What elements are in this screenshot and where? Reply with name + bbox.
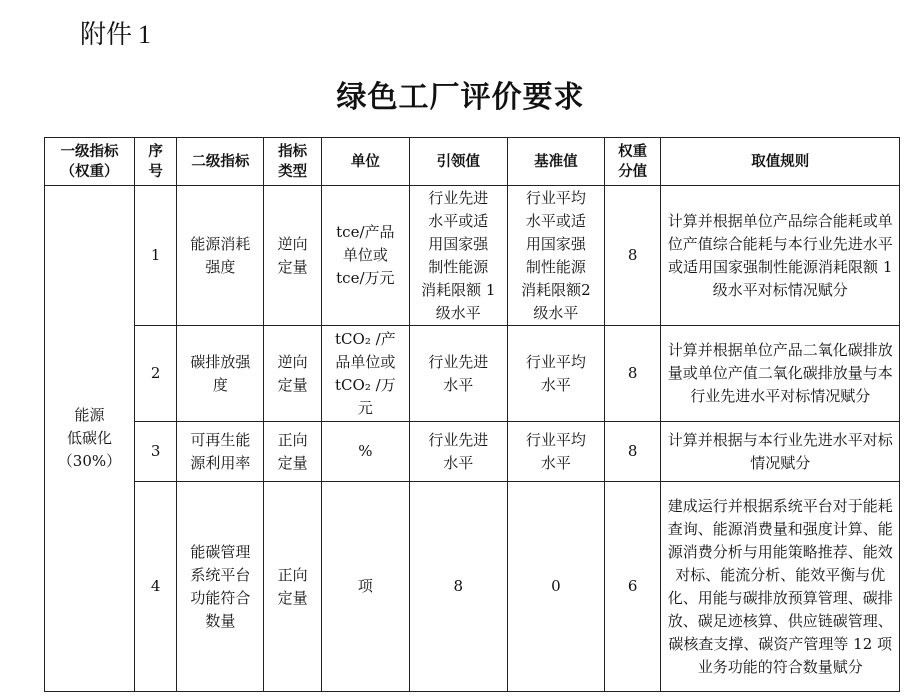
- row-rule: 计算并根据单位产品二氧化碳排放量或单位产值二氧化碳排放量与本行业先进水平对标情况赋分: [661, 326, 900, 422]
- row-unit: 项: [321, 482, 409, 692]
- table-row: [45, 186, 900, 326]
- row-rule: 计算并根据与本行业先进水平对标情况赋分: [661, 422, 900, 482]
- row-unit: %: [321, 422, 409, 482]
- row-type: 逆向 定量: [264, 326, 322, 422]
- row-weight: 8: [604, 422, 661, 482]
- row-type: 正向 定量: [264, 482, 322, 692]
- row-index: 2: [134, 326, 176, 422]
- row-weight: 6: [604, 482, 661, 692]
- row-rule: 建成运行并根据系统平台对于能耗查询、能源消费量和强度计算、能源消费分析与用能策略推荐、能效对标、能流分析、能效平衡与优化、用能与碳排放预算管理、碳排放、碳足迹核算、供应链碳管理、碳核查支撑、碳资产管理等 12 项业务功能的符合数量赋分: [661, 482, 900, 692]
- row-base-value: 行业平均 水平或适 用国家强 制性能源 消耗限额2 级水平: [507, 186, 604, 326]
- table-header-row: [45, 138, 900, 186]
- row-unit: tCO₂ /产 品单位或 tCO₂ /万 元: [321, 326, 409, 422]
- evaluation-table: [44, 137, 900, 692]
- col-header-weight: 权重 分值: [604, 138, 661, 186]
- col-header-secondary: 二级指标: [177, 138, 264, 186]
- category-cell: 能源 低碳化 （30%）: [45, 186, 135, 692]
- row-type: 正向 定量: [264, 422, 322, 482]
- row-index: 4: [134, 482, 176, 692]
- row-unit: tce/产品 单位或 tce/万元: [321, 186, 409, 326]
- table-row: [45, 326, 900, 422]
- col-header-type: 指标 类型: [264, 138, 322, 186]
- table-row: [45, 422, 900, 482]
- row-weight: 8: [604, 326, 661, 422]
- row-lead-value: 8: [409, 482, 507, 692]
- row-indicator: 碳排放强 度: [177, 326, 264, 422]
- document-title: 绿色工厂评价要求: [336, 80, 585, 115]
- col-header-index: 序 号: [134, 138, 176, 186]
- row-indicator: 能源消耗 强度: [177, 186, 264, 326]
- row-base-value: 行业平均 水平: [507, 422, 604, 482]
- col-header-primary: 一级指标 （权重）: [45, 138, 135, 186]
- col-header-unit: 单位: [321, 138, 409, 186]
- attachment-text: 附件: [80, 20, 133, 50]
- col-header-rule: 取值规则: [661, 138, 900, 186]
- row-index: 1: [134, 186, 176, 326]
- row-indicator: 能碳管理 系统平台 功能符合 数量: [177, 482, 264, 692]
- row-base-value: 0: [507, 482, 604, 692]
- attachment-label: [80, 14, 151, 51]
- row-lead-value: 行业先进 水平: [409, 326, 507, 422]
- row-indicator: 可再生能 源利用率: [177, 422, 264, 482]
- table-row: [45, 482, 900, 692]
- col-header-base-value: 基准值: [507, 138, 604, 186]
- row-weight: 8: [604, 186, 661, 326]
- row-lead-value: 行业先进 水平或适 用国家强 制性能源 消耗限额 1 级水平: [409, 186, 507, 326]
- row-base-value: 行业平均 水平: [507, 326, 604, 422]
- col-header-lead-value: 引领值: [409, 138, 507, 186]
- attachment-number: 1: [138, 20, 152, 49]
- row-type: 逆向 定量: [264, 186, 322, 326]
- row-rule: 计算并根据单位产品综合能耗或单位产值综合能耗与本行业先进水平或适用国家强制性能源消耗限额 1 级水平对标情况赋分: [661, 186, 900, 326]
- row-lead-value: 行业先进 水平: [409, 422, 507, 482]
- row-index: 3: [134, 422, 176, 482]
